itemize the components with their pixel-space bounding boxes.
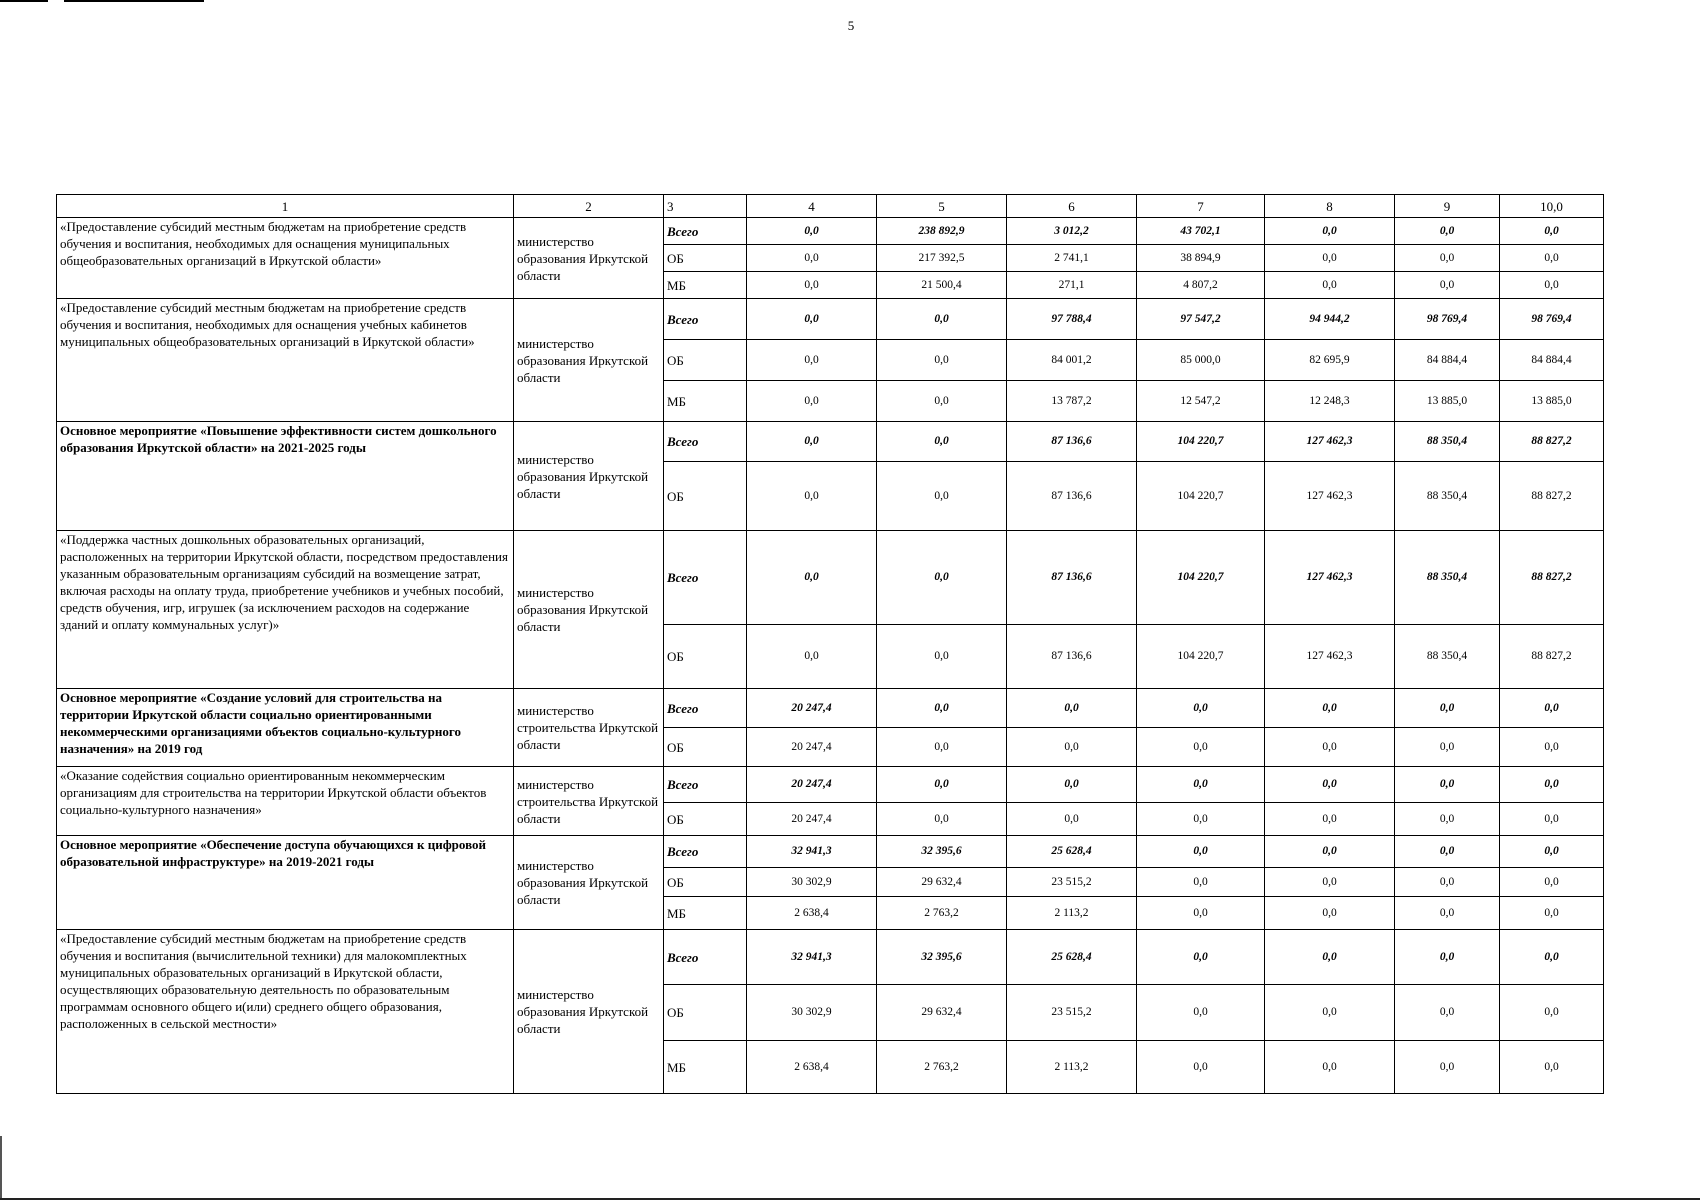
amount-cell: 0,0 (1137, 1041, 1265, 1094)
amount-cell: 82 695,9 (1265, 340, 1395, 381)
funding-source-cell: Всего (664, 531, 747, 625)
column-number: 3 (664, 195, 747, 218)
amount-cell: 2 638,4 (747, 897, 877, 930)
amount-cell: 104 220,7 (1137, 422, 1265, 462)
funding-source-cell: ОБ (664, 462, 747, 531)
amount-cell: 0,0 (1500, 930, 1604, 985)
amount-cell: 88 350,4 (1395, 422, 1500, 462)
amount-cell: 84 884,4 (1500, 340, 1604, 381)
amount-cell: 0,0 (1007, 803, 1137, 836)
activity-title: «Поддержка частных дошкольных образовательных организаций, расположенных на территории Иркутской области, посредством предоставления указанным образовательным организациям субсидий на возмещение затрат, включая расходы на оплату труда, приобретение учебников и учебных пособий, средств обучения, игр, игрушек (за исключением расходов на содержание зданий и оплату коммунальных услуг)» (57, 531, 514, 689)
amount-cell: 0,0 (877, 728, 1007, 767)
amount-cell: 0,0 (877, 767, 1007, 803)
table-row (57, 836, 1604, 868)
amount-cell: 32 395,6 (877, 836, 1007, 868)
amount-cell: 0,0 (1265, 868, 1395, 897)
amount-cell: 0,0 (747, 218, 877, 245)
amount-cell: 0,0 (1395, 245, 1500, 272)
amount-cell: 23 515,2 (1007, 985, 1137, 1041)
amount-cell: 32 395,6 (877, 930, 1007, 985)
amount-cell: 0,0 (1500, 1041, 1604, 1094)
amount-cell: 0,0 (877, 422, 1007, 462)
table-row (57, 299, 1604, 340)
activity-title: «Предоставление субсидий местным бюджетам на приобретение средств обучения и воспитания, необходимых для оснащения учебных кабинетов муниципальных общеобразовательных организаций в Иркутской области» (57, 299, 514, 422)
amount-cell: 87 136,6 (1007, 422, 1137, 462)
main-activity-title: Основное мероприятие «Обеспечение доступа обучающихся к цифровой образовательной инфраструктуре» на 2019-2021 годы (57, 836, 514, 930)
funding-source-cell: Всего (664, 836, 747, 868)
amount-cell: 0,0 (877, 531, 1007, 625)
executor-cell: министерство образования Иркутской области (514, 299, 664, 422)
amount-cell: 20 247,4 (747, 767, 877, 803)
amount-cell: 0,0 (1265, 767, 1395, 803)
amount-cell: 0,0 (1137, 803, 1265, 836)
amount-cell: 127 462,3 (1265, 531, 1395, 625)
funding-source-cell: МБ (664, 1041, 747, 1094)
amount-cell: 104 220,7 (1137, 531, 1265, 625)
amount-cell: 0,0 (1395, 728, 1500, 767)
amount-cell: 0,0 (1265, 218, 1395, 245)
amount-cell: 87 136,6 (1007, 531, 1137, 625)
amount-cell: 0,0 (1137, 836, 1265, 868)
main-activity-title: Основное мероприятие «Создание условий для строительства на территории Иркутской области социально ориентированными некоммерческими организациями объектов социально-культурного назначения» на 2019 год (57, 689, 514, 767)
executor-cell: министерство образования Иркутской области (514, 422, 664, 531)
amount-cell: 2 741,1 (1007, 245, 1137, 272)
amount-cell: 0,0 (1500, 767, 1604, 803)
table-row (57, 767, 1604, 803)
amount-cell: 0,0 (1500, 218, 1604, 245)
amount-cell: 0,0 (1395, 836, 1500, 868)
funding-source-cell: ОБ (664, 803, 747, 836)
amount-cell: 0,0 (1500, 803, 1604, 836)
amount-cell: 0,0 (1007, 689, 1137, 728)
amount-cell: 88 350,4 (1395, 625, 1500, 689)
amount-cell: 43 702,1 (1137, 218, 1265, 245)
amount-cell: 94 944,2 (1265, 299, 1395, 340)
amount-cell: 0,0 (1395, 689, 1500, 728)
amount-cell: 104 220,7 (1137, 462, 1265, 531)
amount-cell: 32 941,3 (747, 836, 877, 868)
column-number: 1 (57, 195, 514, 218)
amount-cell: 271,1 (1007, 272, 1137, 299)
amount-cell: 32 941,3 (747, 930, 877, 985)
funding-source-cell: ОБ (664, 728, 747, 767)
amount-cell: 13 787,2 (1007, 381, 1137, 422)
amount-cell: 0,0 (877, 625, 1007, 689)
amount-cell: 0,0 (1500, 272, 1604, 299)
amount-cell: 0,0 (877, 803, 1007, 836)
amount-cell: 21 500,4 (877, 272, 1007, 299)
main-activity-title: Основное мероприятие «Повышение эффективности систем дошкольного образования Иркутской области» на 2021-2025 годы (57, 422, 514, 531)
funding-source-cell: ОБ (664, 985, 747, 1041)
amount-cell: 88 827,2 (1500, 422, 1604, 462)
amount-cell: 29 632,4 (877, 985, 1007, 1041)
amount-cell: 0,0 (1265, 930, 1395, 985)
amount-cell: 0,0 (1500, 836, 1604, 868)
table-row (57, 218, 1604, 245)
funding-source-cell: Всего (664, 689, 747, 728)
scan-top-edge (64, 0, 204, 2)
amount-cell: 97 788,4 (1007, 299, 1137, 340)
amount-cell: 0,0 (1265, 272, 1395, 299)
funding-source-cell: Всего (664, 767, 747, 803)
executor-cell: министерство образования Иркутской области (514, 930, 664, 1094)
amount-cell: 0,0 (1395, 803, 1500, 836)
amount-cell: 0,0 (877, 381, 1007, 422)
amount-cell: 98 769,4 (1500, 299, 1604, 340)
amount-cell: 0,0 (877, 689, 1007, 728)
amount-cell: 0,0 (1265, 985, 1395, 1041)
scan-left-edge (0, 1136, 12, 1200)
amount-cell: 0,0 (1500, 689, 1604, 728)
amount-cell: 0,0 (1007, 767, 1137, 803)
amount-cell: 0,0 (1265, 897, 1395, 930)
amount-cell: 20 247,4 (747, 728, 877, 767)
column-number: 7 (1137, 195, 1265, 218)
column-number: 10,0 (1500, 195, 1604, 218)
amount-cell: 127 462,3 (1265, 625, 1395, 689)
amount-cell: 13 885,0 (1395, 381, 1500, 422)
amount-cell: 217 392,5 (877, 245, 1007, 272)
amount-cell: 25 628,4 (1007, 836, 1137, 868)
column-number: 6 (1007, 195, 1137, 218)
amount-cell: 0,0 (1137, 767, 1265, 803)
amount-cell: 3 012,2 (1007, 218, 1137, 245)
amount-cell: 0,0 (877, 340, 1007, 381)
amount-cell: 88 350,4 (1395, 462, 1500, 531)
table-row (57, 689, 1604, 728)
amount-cell: 0,0 (747, 531, 877, 625)
amount-cell: 30 302,9 (747, 985, 877, 1041)
budget-table (56, 194, 1604, 1094)
executor-cell: министерство образования Иркутской области (514, 836, 664, 930)
amount-cell: 0,0 (1265, 689, 1395, 728)
funding-source-cell: ОБ (664, 625, 747, 689)
amount-cell: 0,0 (1395, 218, 1500, 245)
amount-cell: 98 769,4 (1395, 299, 1500, 340)
amount-cell: 88 350,4 (1395, 531, 1500, 625)
scan-top-edge (0, 0, 48, 2)
column-number-row (57, 195, 1604, 218)
amount-cell: 0,0 (1137, 897, 1265, 930)
executor-cell: министерство образования Иркутской области (514, 218, 664, 299)
amount-cell: 0,0 (877, 299, 1007, 340)
amount-cell: 238 892,9 (877, 218, 1007, 245)
amount-cell: 0,0 (1395, 1041, 1500, 1094)
amount-cell: 87 136,6 (1007, 462, 1137, 531)
amount-cell: 2 763,2 (877, 897, 1007, 930)
amount-cell: 97 547,2 (1137, 299, 1265, 340)
amount-cell: 0,0 (1137, 930, 1265, 985)
amount-cell: 2 763,2 (877, 1041, 1007, 1094)
executor-cell: министерство строительства Иркутской области (514, 689, 664, 767)
amount-cell: 0,0 (1395, 868, 1500, 897)
funding-source-cell: Всего (664, 299, 747, 340)
amount-cell: 0,0 (747, 625, 877, 689)
funding-source-cell: МБ (664, 381, 747, 422)
column-number: 8 (1265, 195, 1395, 218)
amount-cell: 4 807,2 (1137, 272, 1265, 299)
table-row (57, 422, 1604, 462)
amount-cell: 0,0 (1137, 689, 1265, 728)
column-number: 4 (747, 195, 877, 218)
amount-cell: 0,0 (1500, 985, 1604, 1041)
funding-source-cell: Всего (664, 930, 747, 985)
amount-cell: 0,0 (1395, 930, 1500, 985)
amount-cell: 84 001,2 (1007, 340, 1137, 381)
amount-cell: 0,0 (747, 340, 877, 381)
executor-cell: министерство строительства Иркутской области (514, 767, 664, 836)
amount-cell: 127 462,3 (1265, 422, 1395, 462)
amount-cell: 0,0 (747, 272, 877, 299)
amount-cell: 0,0 (1500, 728, 1604, 767)
amount-cell: 38 894,9 (1137, 245, 1265, 272)
amount-cell: 20 247,4 (747, 689, 877, 728)
amount-cell: 13 885,0 (1500, 381, 1604, 422)
amount-cell: 0,0 (1137, 728, 1265, 767)
amount-cell: 0,0 (1395, 272, 1500, 299)
activity-title: «Оказание содействия социально ориентированным некоммерческим организациям для строительства на территории Иркутской области объектов социально-культурного назначения» (57, 767, 514, 836)
amount-cell: 0,0 (1265, 1041, 1395, 1094)
amount-cell: 30 302,9 (747, 868, 877, 897)
funding-source-cell: МБ (664, 897, 747, 930)
column-number: 2 (514, 195, 664, 218)
funding-source-cell: ОБ (664, 868, 747, 897)
amount-cell: 0,0 (747, 422, 877, 462)
funding-source-cell: МБ (664, 272, 747, 299)
funding-source-cell: Всего (664, 218, 747, 245)
amount-cell: 0,0 (1137, 985, 1265, 1041)
executor-cell: министерство образования Иркутской области (514, 531, 664, 689)
activity-title: «Предоставление субсидий местным бюджетам на приобретение средств обучения и воспитания (вычислительной техники) для малокомплектных муниципальных образовательных организаций в Иркутской области, осуществляющих образовательную деятельность по образовательным программам основного общего и(или) среднего общего образования, расположенных в сельской местности» (57, 930, 514, 1094)
table-row (57, 930, 1604, 985)
amount-cell: 0,0 (1395, 897, 1500, 930)
amount-cell: 25 628,4 (1007, 930, 1137, 985)
amount-cell: 0,0 (747, 245, 877, 272)
amount-cell: 2 113,2 (1007, 1041, 1137, 1094)
amount-cell: 0,0 (1137, 868, 1265, 897)
funding-source-cell: Всего (664, 422, 747, 462)
amount-cell: 0,0 (747, 381, 877, 422)
amount-cell: 12 248,3 (1265, 381, 1395, 422)
funding-source-cell: ОБ (664, 245, 747, 272)
amount-cell: 2 638,4 (747, 1041, 877, 1094)
amount-cell: 84 884,4 (1395, 340, 1500, 381)
amount-cell: 0,0 (1265, 803, 1395, 836)
amount-cell: 0,0 (1007, 728, 1137, 767)
amount-cell: 29 632,4 (877, 868, 1007, 897)
amount-cell: 0,0 (1265, 836, 1395, 868)
amount-cell: 0,0 (1500, 897, 1604, 930)
amount-cell: 0,0 (1395, 985, 1500, 1041)
amount-cell: 0,0 (1265, 245, 1395, 272)
amount-cell: 0,0 (1395, 767, 1500, 803)
amount-cell: 88 827,2 (1500, 625, 1604, 689)
amount-cell: 23 515,2 (1007, 868, 1137, 897)
amount-cell: 87 136,6 (1007, 625, 1137, 689)
page-number: 5 (847, 18, 855, 33)
amount-cell: 0,0 (877, 462, 1007, 531)
column-number: 9 (1395, 195, 1500, 218)
amount-cell: 85 000,0 (1137, 340, 1265, 381)
amount-cell: 20 247,4 (747, 803, 877, 836)
column-number: 5 (877, 195, 1007, 218)
table-row (57, 531, 1604, 625)
funding-source-cell: ОБ (664, 340, 747, 381)
amount-cell: 2 113,2 (1007, 897, 1137, 930)
amount-cell: 0,0 (747, 299, 877, 340)
amount-cell: 104 220,7 (1137, 625, 1265, 689)
amount-cell: 12 547,2 (1137, 381, 1265, 422)
amount-cell: 0,0 (1500, 245, 1604, 272)
amount-cell: 88 827,2 (1500, 531, 1604, 625)
amount-cell: 127 462,3 (1265, 462, 1395, 531)
amount-cell: 0,0 (1265, 728, 1395, 767)
amount-cell: 0,0 (1500, 868, 1604, 897)
activity-title: «Предоставление субсидий местным бюджетам на приобретение средств обучения и воспитания, необходимых для оснащения муниципальных общеобразовательных организаций в Иркутской области» (57, 218, 514, 299)
amount-cell: 0,0 (747, 462, 877, 531)
amount-cell: 88 827,2 (1500, 462, 1604, 531)
